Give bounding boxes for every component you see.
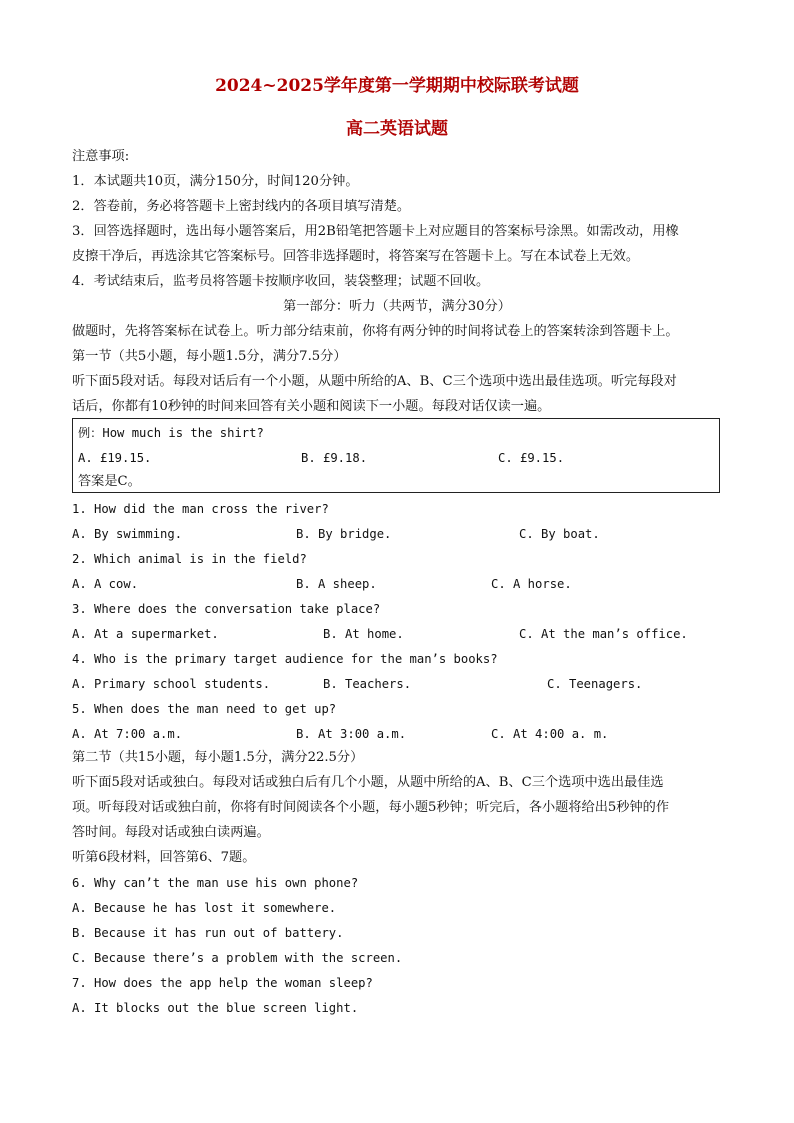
q3-option-c: C. At the man’s office. bbox=[519, 627, 688, 641]
notice-item: 4．考试结束后，监考员将答题卡按顺序收回，装袋整理；试题不回收。 bbox=[72, 274, 490, 289]
q5-option-c: C. At 4:00 a. m. bbox=[491, 727, 609, 741]
example-option-c: C. £9.15. bbox=[498, 451, 565, 465]
exam-title: 2024~2025学年度第一学期期中校际联考试题 bbox=[215, 76, 579, 96]
notice-heading: 注意事项: bbox=[72, 149, 130, 164]
example-option-a: A. £19.15. bbox=[78, 451, 152, 465]
exam-subtitle: 高二英语试题 bbox=[346, 119, 448, 139]
material-6-heading: 听第6段材料，回答第6、7题。 bbox=[72, 850, 256, 865]
q4-option-a: A. Primary school students. bbox=[72, 677, 271, 691]
notice-item: 1．本试题共10页，满分150分，时间120分钟。 bbox=[72, 174, 359, 189]
question-2: 2. Which animal is in the field? bbox=[72, 552, 307, 566]
q3-option-a: A. At a supermarket. bbox=[72, 627, 219, 641]
q6-option-c: C. Because there’s a problem with the screen. bbox=[72, 951, 403, 965]
q4-option-b: B. Teachers. bbox=[323, 677, 412, 691]
example-answer: 答案是C。 bbox=[78, 474, 141, 489]
q6-option-b: B. Because it has run out of battery. bbox=[72, 926, 344, 940]
q5-option-a: A. At 7:00 a.m. bbox=[72, 727, 183, 741]
notice-item: 皮擦干净后，再选涂其它答案标号。回答非选择题时，将答案写在答题卡上。写在本试卷上无效。 bbox=[72, 249, 640, 264]
part1-title: 第一部分：听力（共两节，满分30分） bbox=[283, 299, 511, 314]
section1-title: 第一节（共5小题，每小题1.5分，满分7.5分） bbox=[72, 349, 347, 364]
q6-option-a: A. Because he has lost it somewhere. bbox=[72, 901, 337, 915]
section1-instruction: 话后，你都有10秒钟的时间来回答有关小题和阅读下一小题。每段对话仅读一遍。 bbox=[72, 399, 551, 414]
q2-option-a: A. A cow. bbox=[72, 577, 139, 591]
example-option-b: B. £9.18. bbox=[301, 451, 368, 465]
notice-item: 3．回答选择题时，选出每小题答案后，用2B铅笔把答题卡上对应题目的答案标号涂黑。如需改动，用橡 bbox=[72, 224, 679, 239]
part1-instruction: 做题时，先将答案标在试卷上。听力部分结束前，你将有两分钟的时间将试卷上的答案转涂到答题卡上。 bbox=[72, 324, 679, 339]
q3-option-b: B. At home. bbox=[323, 627, 404, 641]
q7-option-a: A. It blocks out the blue screen light. bbox=[72, 1001, 359, 1015]
q4-option-c: C. Teenagers. bbox=[547, 677, 643, 691]
notice-item: 2．答卷前，务必将答题卡上密封线内的各项目填写清楚。 bbox=[72, 199, 411, 214]
question-5: 5. When does the man need to get up? bbox=[72, 702, 337, 716]
section2-instruction: 项。听每段对话或独白前，你将有时间阅读各个小题，每小题5秒钟；听完后，各小题将给出5秒钟的作 bbox=[72, 800, 670, 815]
section2-title: 第二节（共15小题，每小题1.5分，满分22.5分） bbox=[72, 750, 364, 765]
section2-instruction: 答时间。每段对话或独白读两遍。 bbox=[72, 825, 270, 840]
q1-option-a: A. By swimming. bbox=[72, 527, 183, 541]
q1-option-c: C. By boat. bbox=[519, 527, 600, 541]
example-question: 例：How much is the shirt? bbox=[78, 426, 264, 440]
q1-option-b: B. By bridge. bbox=[296, 527, 392, 541]
question-7: 7. How does the app help the woman sleep? bbox=[72, 976, 373, 990]
question-6: 6. Why can’t the man use his own phone? bbox=[72, 876, 359, 890]
section1-instruction: 听下面5段对话。每段对话后有一个小题，从题中所给的A、B、C三个选项中选出最佳选项。听完每段对 bbox=[72, 374, 677, 389]
q2-option-b: B. A sheep. bbox=[296, 577, 377, 591]
q2-option-c: C. A horse. bbox=[491, 577, 572, 591]
question-1: 1. How did the man cross the river? bbox=[72, 502, 329, 516]
section2-instruction: 听下面5段对话或独白。每段对话或独白后有几个小题，从题中所给的A、B、C三个选项中选出最佳选 bbox=[72, 775, 664, 790]
q5-option-b: B. At 3:00 a.m. bbox=[296, 727, 407, 741]
question-3: 3. Where does the conversation take place? bbox=[72, 602, 381, 616]
question-4: 4. Who is the primary target audience for the man’s books? bbox=[72, 652, 498, 666]
